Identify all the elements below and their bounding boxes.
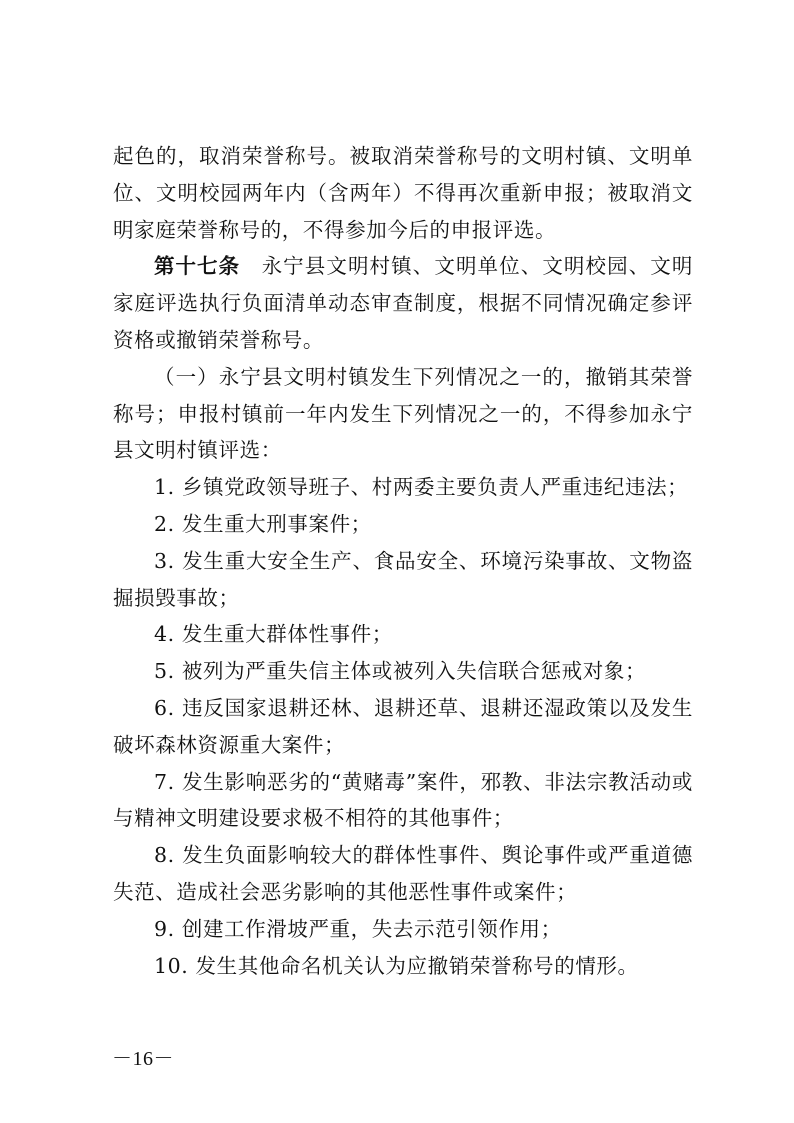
list-item-9: 9. 创建工作滑坡严重，失去示范引领作用； [154,916,562,941]
document-body [113,138,693,984]
page-number: －16－ [112,1048,174,1070]
list-item-1: 1. 乡镇党政领导班子、村两委主要负责人严重违纪违法； [154,475,689,500]
paragraph-continuation: 起色的，取消荣誉称号。被取消荣誉称号的文明村镇、文明单位、文明校园两年内（含两年）不得再次重新申报；被取消文明家庭荣誉称号的，不得参加今后的申报评选。 [113,144,693,242]
paragraph-section-1: （一）永宁县文明村镇发生下列情况之一的，撤销其荣誉称号；申报村镇前一年内发生下列情况之一的，不得参加永宁县文明村镇评选： [113,364,693,463]
list-item-7: 7. 发生影响恶劣的“黄赌毒”案件，邪教、非法宗教活动或与精神文明建设要求极不相符的其他事件； [113,769,693,831]
list-item-6: 6. 违反国家退耕还林、退耕还草、退耕还湿政策以及发生破坏森林资源重大案件； [113,695,693,757]
list-item-3: 3. 发生重大安全生产、食品安全、环境污染事故、文物盗掘损毁事故； [113,548,693,610]
article-heading: 第十七条 [154,254,240,279]
list-item-4: 4. 发生重大群体性事件； [154,622,393,647]
paragraph-article-17 [113,248,693,358]
list-item-10: 10. 发生其他命名机关认为应撤销荣誉称号的情形。 [154,953,639,978]
list-item-2: 2. 发生重大刑事案件； [154,511,372,536]
list-item-5: 5. 被列为严重失信主体或被列入失信联合惩戒对象； [154,659,647,684]
list-item-8: 8. 发生负面影响较大的群体性事件、舆论事件或严重道德失范、造成社会恶劣影响的其他恶性事件或案件； [113,843,693,904]
article-text: 永宁县文明村镇、文明单位、文明校园、文明家庭评选执行负面清单动态审查制度，根据不同情况确定参评资格或撤销荣誉称号。 [113,254,693,352]
